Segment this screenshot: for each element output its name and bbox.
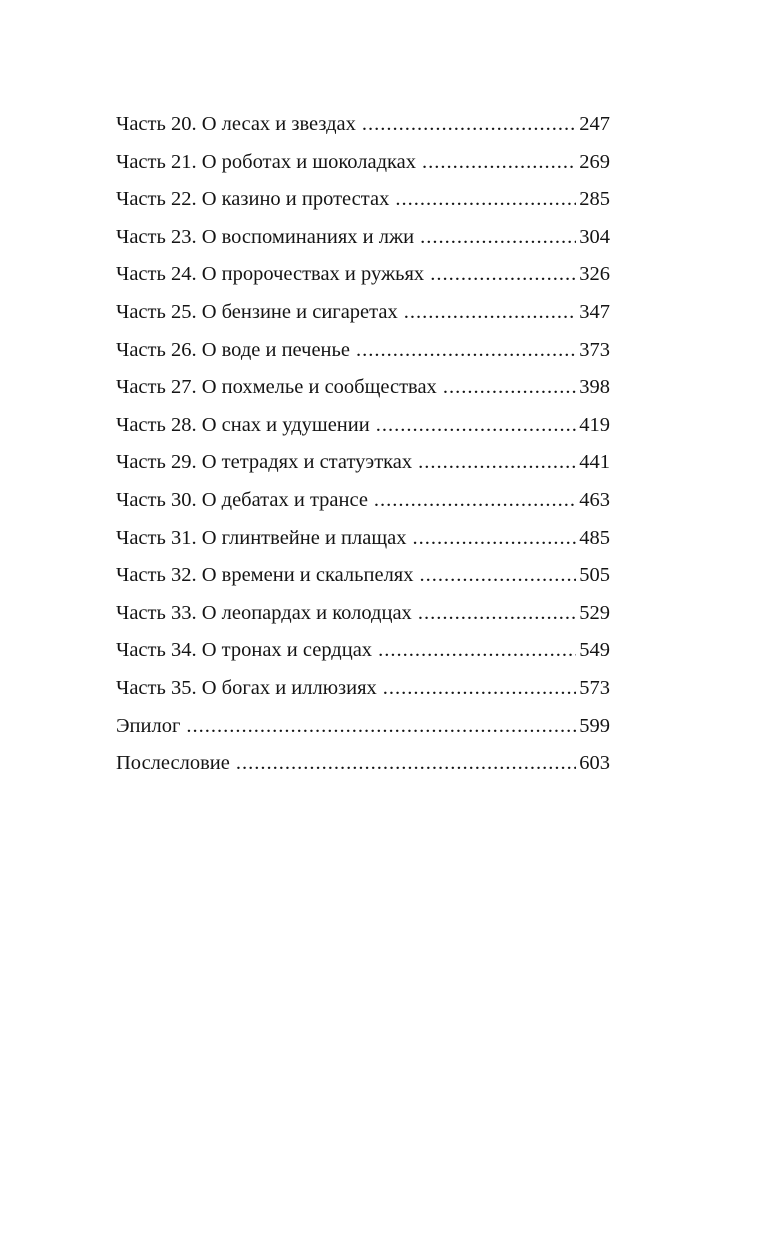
toc-entry-title: Часть 27. О похмелье и сообществах	[116, 376, 437, 399]
toc-entry	[116, 332, 610, 370]
toc-entry	[116, 144, 610, 182]
toc-page-number: 549	[579, 639, 610, 662]
toc-dot-leader	[395, 181, 576, 219]
toc-entry	[116, 369, 610, 407]
toc-dot-leader	[412, 520, 576, 558]
toc-page-number: 599	[579, 714, 610, 737]
toc-entry-title: Часть 35. О богах и иллюзиях	[116, 676, 377, 699]
toc-entry-title: Часть 23. О воспоминаниях и лжи	[116, 225, 415, 248]
toc-dot-leader	[419, 557, 576, 595]
toc-entry-title: Часть 21. О роботах и шоколадках	[116, 150, 417, 173]
toc-dot-leader	[418, 444, 576, 482]
toc-entry-title: Часть 24. О пророчествах и ружьях	[116, 263, 425, 286]
toc-dot-leader	[422, 144, 576, 182]
toc-page-number: 247	[579, 113, 610, 135]
toc-page-number: 285	[579, 188, 610, 211]
toc-page-number: 419	[579, 413, 610, 436]
toc-dot-leader	[378, 632, 576, 670]
toc-page-number: 398	[579, 376, 610, 399]
toc-entry	[116, 632, 610, 670]
toc-dot-leader	[362, 106, 576, 144]
toc-entry-title: Часть 28. О снах и удушении	[116, 413, 370, 436]
toc-entry	[116, 745, 610, 783]
toc-entry-title: Часть 25. О бензине и сигаретах	[116, 300, 398, 323]
toc-page-number: 529	[579, 601, 610, 624]
toc-dot-leader	[404, 294, 577, 332]
toc-dot-leader	[186, 708, 576, 746]
toc-entry	[116, 256, 610, 294]
toc-entry-title: Часть 26. О воде и печенье	[116, 338, 350, 361]
toc-page-number: 373	[579, 338, 610, 361]
toc-entry	[116, 444, 610, 482]
toc-dot-leader	[356, 332, 576, 370]
toc-entry	[116, 482, 610, 520]
toc-dot-leader	[383, 670, 576, 708]
toc-entry	[116, 106, 610, 144]
toc-page-number: 347	[579, 300, 610, 323]
toc-entry	[116, 557, 610, 595]
toc-entry	[116, 407, 610, 445]
toc-dot-leader	[236, 745, 576, 783]
toc-entry-title: Часть 34. О тронах и сердцах	[116, 639, 373, 662]
toc-entry	[116, 520, 610, 558]
toc-dot-leader	[418, 595, 576, 633]
toc-page-number: 269	[579, 150, 610, 173]
table-of-contents	[116, 106, 610, 783]
toc-page-number: 485	[579, 526, 610, 549]
toc-page-number: 603	[579, 752, 610, 775]
toc-page-number: 505	[579, 564, 610, 587]
toc-entry	[116, 219, 610, 257]
toc-entry-title: Послесловие	[116, 752, 230, 775]
toc-page-number: 463	[579, 488, 610, 511]
toc-page-number: 326	[579, 263, 610, 286]
toc-entry-title: Часть 32. О времени и скальпелях	[116, 564, 414, 587]
toc-entry	[116, 708, 610, 746]
toc-entry-title: Эпилог	[116, 714, 181, 737]
toc-entry	[116, 670, 610, 708]
toc-entry-title: Часть 22. О казино и протестах	[116, 188, 390, 211]
toc-page-number: 441	[579, 451, 610, 474]
toc-entry	[116, 181, 610, 219]
toc-entry-title: Часть 33. О леопардах и колодцах	[116, 601, 412, 624]
toc-entry-title: Часть 20. О лесах и звездах	[116, 113, 356, 135]
toc-dot-leader	[420, 219, 576, 257]
toc-dot-leader	[430, 256, 576, 294]
toc-entry-title: Часть 31. О глинтвейне и плащах	[116, 526, 407, 549]
toc-dot-leader	[376, 407, 577, 445]
toc-entry-title: Часть 30. О дебатах и трансе	[116, 488, 368, 511]
toc-entry	[116, 595, 610, 633]
toc-page-number: 304	[579, 225, 610, 248]
toc-dot-leader	[443, 369, 576, 407]
toc-dot-leader	[374, 482, 576, 520]
toc-entry-title: Часть 29. О тетрадях и статуэтках	[116, 451, 413, 474]
toc-entry	[116, 294, 610, 332]
toc-page-number: 573	[579, 676, 610, 699]
